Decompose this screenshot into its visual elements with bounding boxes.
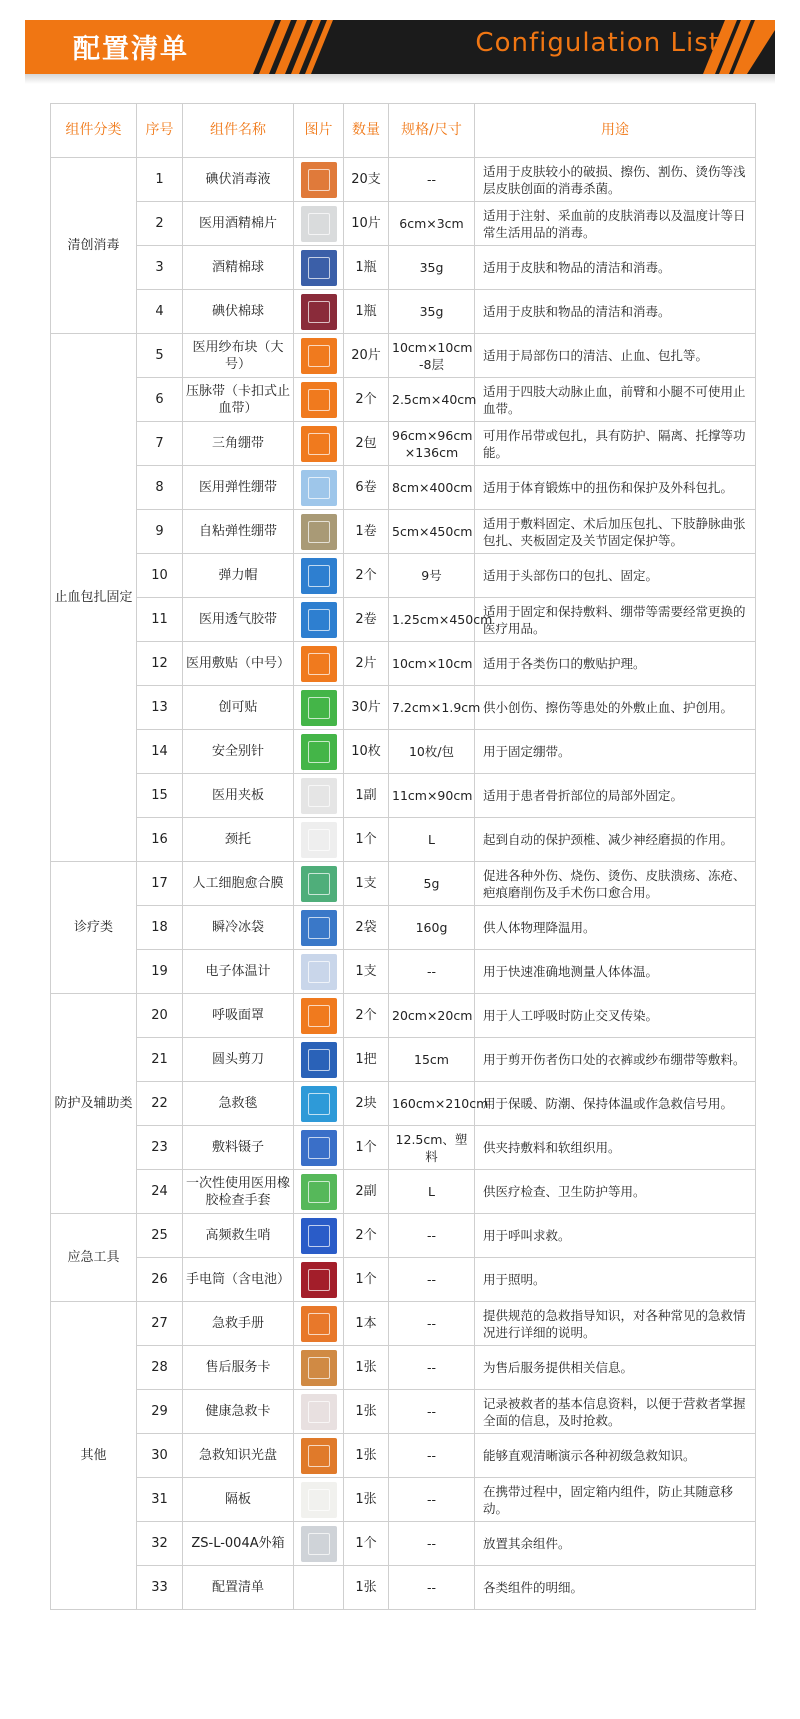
item-number: 11 [137,598,183,642]
product-image [301,1174,337,1210]
table-row [51,1302,756,1346]
product-image [301,1042,337,1078]
item-name: 隔板 [183,1478,294,1522]
item-quantity: 10片 [344,202,389,246]
table-row [51,466,756,510]
item-use: 用于呼叫求救。 [475,1214,756,1258]
item-quantity: 1本 [344,1302,389,1346]
product-image [301,602,337,638]
item-number: 27 [137,1302,183,1346]
product-image [301,954,337,990]
item-use: 供小创伤、擦伤等患处的外敷止血、护创用。 [475,686,756,730]
item-spec: 5cm×450cm [389,510,475,554]
category-cell: 诊疗类 [51,862,137,994]
item-image-cell [294,642,344,686]
item-quantity: 2包 [344,422,389,466]
item-quantity: 1张 [344,1478,389,1522]
item-image-cell [294,1214,344,1258]
category-cell: 应急工具 [51,1214,137,1302]
item-spec: -- [389,1478,475,1522]
product-image [301,250,337,286]
item-spec: 15cm [389,1038,475,1082]
item-use: 供夹持敷料和软组织用。 [475,1126,756,1170]
item-name: 人工细胞愈合膜 [183,862,294,906]
item-quantity: 1把 [344,1038,389,1082]
item-image-cell [294,730,344,774]
item-name: 医用夹板 [183,774,294,818]
item-name: 敷料镊子 [183,1126,294,1170]
item-quantity: 1个 [344,1258,389,1302]
table-row [51,1346,756,1390]
item-spec: L [389,1170,475,1214]
item-spec: -- [389,1390,475,1434]
item-spec: -- [389,1566,475,1610]
column-header: 规格/尺寸 [389,104,475,158]
product-image [301,470,337,506]
item-number: 12 [137,642,183,686]
table-row [51,290,756,334]
item-spec: 8cm×400cm [389,466,475,510]
table-row [51,1214,756,1258]
item-use: 用于保暖、防潮、保持体温或作急救信号用。 [475,1082,756,1126]
table-row [51,774,756,818]
table-row [51,554,756,598]
product-image [301,778,337,814]
item-quantity: 2个 [344,554,389,598]
table-row [51,334,756,378]
table-row [51,1126,756,1170]
item-spec: -- [389,1346,475,1390]
table-row [51,1258,756,1302]
item-spec: 160g [389,906,475,950]
item-use: 用于固定绷带。 [475,730,756,774]
table-row [51,510,756,554]
product-image [301,1350,337,1386]
item-number: 26 [137,1258,183,1302]
product-image [301,734,337,770]
item-spec: -- [389,950,475,994]
item-name: 手电筒（含电池） [183,1258,294,1302]
item-spec: -- [389,158,475,202]
item-image-cell [294,1346,344,1390]
item-image-cell [294,1126,344,1170]
item-spec: 2.5cm×40cm [389,378,475,422]
item-quantity: 2卷 [344,598,389,642]
item-image-cell [294,1522,344,1566]
title-english: Configulation List [475,28,720,58]
item-quantity: 2副 [344,1170,389,1214]
table-row [51,1170,756,1214]
item-spec: 35g [389,246,475,290]
item-name: 售后服务卡 [183,1346,294,1390]
table-row [51,422,756,466]
product-image [301,294,337,330]
item-name: 急救手册 [183,1302,294,1346]
item-number: 33 [137,1566,183,1610]
item-quantity: 2个 [344,378,389,422]
table-row [51,202,756,246]
item-quantity: 30片 [344,686,389,730]
item-spec: L [389,818,475,862]
column-header: 组件分类 [51,104,137,158]
item-quantity: 6卷 [344,466,389,510]
product-image [301,1262,337,1298]
item-quantity: 1支 [344,950,389,994]
item-spec: -- [389,1522,475,1566]
table-row [51,1434,756,1478]
item-spec: 7.2cm×1.9cm [389,686,475,730]
product-image [301,646,337,682]
item-image-cell [294,994,344,1038]
item-use: 供人体物理降温用。 [475,906,756,950]
category-cell: 清创消毒 [51,158,137,334]
product-image [301,1526,337,1562]
item-number: 1 [137,158,183,202]
table-row [51,686,756,730]
item-number: 31 [137,1478,183,1522]
item-number: 18 [137,906,183,950]
item-name: 碘伏消毒液 [183,158,294,202]
item-image-cell [294,466,344,510]
table-row [51,378,756,422]
table-row [51,246,756,290]
item-use: 适用于四肢大动脉止血，前臂和小腿不可使用止血带。 [475,378,756,422]
item-name: 创可贴 [183,686,294,730]
item-use: 适用于体育锻炼中的扭伤和保护及外科包扎。 [475,466,756,510]
category-cell: 其他 [51,1302,137,1610]
header-banner [25,20,775,74]
item-number: 10 [137,554,183,598]
item-spec: -- [389,1434,475,1478]
table-row [51,1390,756,1434]
item-spec: 20cm×20cm [389,994,475,1038]
item-quantity: 1张 [344,1390,389,1434]
table-row [51,1522,756,1566]
category-cell: 防护及辅助类 [51,994,137,1214]
column-header: 序号 [137,104,183,158]
item-image-cell [294,158,344,202]
item-number: 21 [137,1038,183,1082]
item-spec: 160cm×210cm [389,1082,475,1126]
item-name: 电子体温计 [183,950,294,994]
item-name: 自粘弹性绷带 [183,510,294,554]
item-quantity: 1卷 [344,510,389,554]
product-image [301,206,337,242]
product-image [301,1482,337,1518]
item-use: 能够直观清晰演示各种初级急救知识。 [475,1434,756,1478]
item-spec: 10cm×10cm -8层 [389,334,475,378]
item-image-cell [294,202,344,246]
item-image-cell [294,1082,344,1126]
item-quantity: 10枚 [344,730,389,774]
item-spec: 5g [389,862,475,906]
product-image [301,382,337,418]
category-cell: 止血包扎固定 [51,334,137,862]
item-image-cell [294,1302,344,1346]
table-row [51,994,756,1038]
item-spec: 35g [389,290,475,334]
table-row [51,1082,756,1126]
item-quantity: 2个 [344,1214,389,1258]
item-number: 2 [137,202,183,246]
banner-shadow [25,74,775,84]
product-image [301,998,337,1034]
item-number: 15 [137,774,183,818]
item-use: 提供规范的急救指导知识，对各种常见的急救情况进行详细的说明。 [475,1302,756,1346]
table-row [51,598,756,642]
item-number: 4 [137,290,183,334]
item-number: 20 [137,994,183,1038]
item-image-cell [294,862,344,906]
item-spec: 11cm×90cm [389,774,475,818]
product-image [301,822,337,858]
item-number: 17 [137,862,183,906]
item-use: 用于照明。 [475,1258,756,1302]
item-use: 适用于局部伤口的清洁、止血、包扎等。 [475,334,756,378]
item-number: 24 [137,1170,183,1214]
item-number: 16 [137,818,183,862]
item-use: 适用于各类伤口的敷贴护理。 [475,642,756,686]
item-number: 9 [137,510,183,554]
item-name: 配置清单 [183,1566,294,1610]
item-use: 适用于敷料固定、术后加压包扎、下肢静脉曲张包扎、夹板固定及关节固定保护等。 [475,510,756,554]
item-quantity: 1副 [344,774,389,818]
item-spec: -- [389,1302,475,1346]
item-quantity: 20支 [344,158,389,202]
title-chinese: 配置清单 [73,34,189,65]
item-number: 19 [137,950,183,994]
item-quantity: 1个 [344,1522,389,1566]
column-header: 用途 [475,104,756,158]
item-name: 医用纱布块（大号） [183,334,294,378]
item-use: 用于人工呼吸时防止交叉传染。 [475,994,756,1038]
item-number: 5 [137,334,183,378]
item-spec: 1.25cm×450cm [389,598,475,642]
item-name: 圆头剪刀 [183,1038,294,1082]
item-quantity: 1张 [344,1434,389,1478]
table-header-row [51,104,756,158]
item-use: 放置其余组件。 [475,1522,756,1566]
item-spec: 96cm×96cm ×136cm [389,422,475,466]
item-use: 促进各种外伤、烧伤、烫伤、皮肤溃疡、冻疮、疤痕磨削伤及手术伤口愈合用。 [475,862,756,906]
item-image-cell [294,378,344,422]
table-row [51,730,756,774]
item-number: 14 [137,730,183,774]
item-name: 压脉带（卡扣式止血带） [183,378,294,422]
item-use: 适用于注射、采血前的皮肤消毒以及温度计等日常生活用品的消毒。 [475,202,756,246]
item-image-cell [294,334,344,378]
table-row [51,906,756,950]
item-number: 3 [137,246,183,290]
item-name: 三角绷带 [183,422,294,466]
item-number: 13 [137,686,183,730]
table-row [51,158,756,202]
item-image-cell [294,1038,344,1082]
product-image [301,1130,337,1166]
item-use: 用于快速准确地测量人体体温。 [475,950,756,994]
product-image [301,1570,337,1606]
item-image-cell [294,686,344,730]
product-image [301,1306,337,1342]
item-quantity: 1个 [344,1126,389,1170]
item-number: 32 [137,1522,183,1566]
item-image-cell [294,950,344,994]
product-image [301,1218,337,1254]
product-image [301,690,337,726]
item-name: 急救毯 [183,1082,294,1126]
table-row [51,1038,756,1082]
product-image [301,426,337,462]
item-quantity: 2袋 [344,906,389,950]
item-image-cell [294,246,344,290]
item-use: 适用于固定和保持敷料、绷带等需要经常更换的医疗用品。 [475,598,756,642]
item-use: 用于剪开伤者伤口处的衣裤或纱布绷带等敷料。 [475,1038,756,1082]
item-spec: 9号 [389,554,475,598]
item-quantity: 2片 [344,642,389,686]
product-image [301,338,337,374]
column-header: 图片 [294,104,344,158]
item-use: 适用于皮肤和物品的清洁和消毒。 [475,246,756,290]
item-name: 酒精棉球 [183,246,294,290]
item-name: 健康急救卡 [183,1390,294,1434]
item-name: 安全别针 [183,730,294,774]
item-name: 呼吸面罩 [183,994,294,1038]
item-number: 30 [137,1434,183,1478]
item-image-cell [294,422,344,466]
item-number: 23 [137,1126,183,1170]
column-header: 数量 [344,104,389,158]
item-number: 22 [137,1082,183,1126]
table-row [51,862,756,906]
item-spec: 10cm×10cm [389,642,475,686]
item-quantity: 1张 [344,1346,389,1390]
item-image-cell [294,1566,344,1610]
table-row [51,818,756,862]
item-use: 可用作吊带或包扎，具有防护、隔离、托撑等功能。 [475,422,756,466]
table-body [51,158,756,1610]
item-name: 瞬冷冰袋 [183,906,294,950]
item-quantity: 2个 [344,994,389,1038]
item-number: 29 [137,1390,183,1434]
product-image [301,1394,337,1430]
item-quantity: 1张 [344,1566,389,1610]
product-image [301,910,337,946]
column-header: 组件名称 [183,104,294,158]
item-number: 6 [137,378,183,422]
item-quantity: 2块 [344,1082,389,1126]
item-name: ZS-L-004A外箱 [183,1522,294,1566]
item-name: 高频救生哨 [183,1214,294,1258]
item-image-cell [294,554,344,598]
item-quantity: 1支 [344,862,389,906]
item-number: 25 [137,1214,183,1258]
item-name: 医用敷贴（中号） [183,642,294,686]
product-image [301,514,337,550]
item-name: 颈托 [183,818,294,862]
item-spec: 10枚/包 [389,730,475,774]
item-quantity: 1个 [344,818,389,862]
item-image-cell [294,510,344,554]
table-row [51,642,756,686]
item-use: 各类组件的明细。 [475,1566,756,1610]
item-spec: -- [389,1214,475,1258]
item-use: 在携带过程中，固定箱内组件，防止其随意移动。 [475,1478,756,1522]
configuration-table [50,103,756,1610]
item-use: 供医疗检查、卫生防护等用。 [475,1170,756,1214]
item-quantity: 20片 [344,334,389,378]
table-row [51,1566,756,1610]
item-spec: 12.5cm、塑料 [389,1126,475,1170]
item-name: 弹力帽 [183,554,294,598]
item-use: 为售后服务提供相关信息。 [475,1346,756,1390]
item-number: 28 [137,1346,183,1390]
item-image-cell [294,818,344,862]
table-row [51,1478,756,1522]
item-image-cell [294,1390,344,1434]
product-image [301,558,337,594]
item-image-cell [294,290,344,334]
item-name: 碘伏棉球 [183,290,294,334]
item-use: 适用于皮肤和物品的清洁和消毒。 [475,290,756,334]
item-image-cell [294,1170,344,1214]
item-image-cell [294,1478,344,1522]
item-name: 医用透气胶带 [183,598,294,642]
item-image-cell [294,598,344,642]
item-number: 7 [137,422,183,466]
product-image [301,1086,337,1122]
item-name: 医用弹性绷带 [183,466,294,510]
item-image-cell [294,906,344,950]
table-row [51,950,756,994]
item-image-cell [294,1258,344,1302]
item-use: 起到自动的保护颈椎、减少神经磨损的作用。 [475,818,756,862]
product-image [301,162,337,198]
item-use: 记录被救者的基本信息资料，以便于营救者掌握全面的信息，及时抢救。 [475,1390,756,1434]
item-name: 医用酒精棉片 [183,202,294,246]
item-quantity: 1瓶 [344,290,389,334]
item-use: 适用于头部伤口的包扎、固定。 [475,554,756,598]
product-image [301,1438,337,1474]
item-spec: -- [389,1258,475,1302]
item-image-cell [294,774,344,818]
item-use: 适用于患者骨折部位的局部外固定。 [475,774,756,818]
product-image [301,866,337,902]
item-image-cell [294,1434,344,1478]
item-use: 适用于皮肤较小的破损、擦伤、割伤、烫伤等浅层皮肤创面的消毒杀菌。 [475,158,756,202]
item-name: 急救知识光盘 [183,1434,294,1478]
item-number: 8 [137,466,183,510]
item-quantity: 1瓶 [344,246,389,290]
item-name: 一次性使用医用橡胶检查手套 [183,1170,294,1214]
item-spec: 6cm×3cm [389,202,475,246]
